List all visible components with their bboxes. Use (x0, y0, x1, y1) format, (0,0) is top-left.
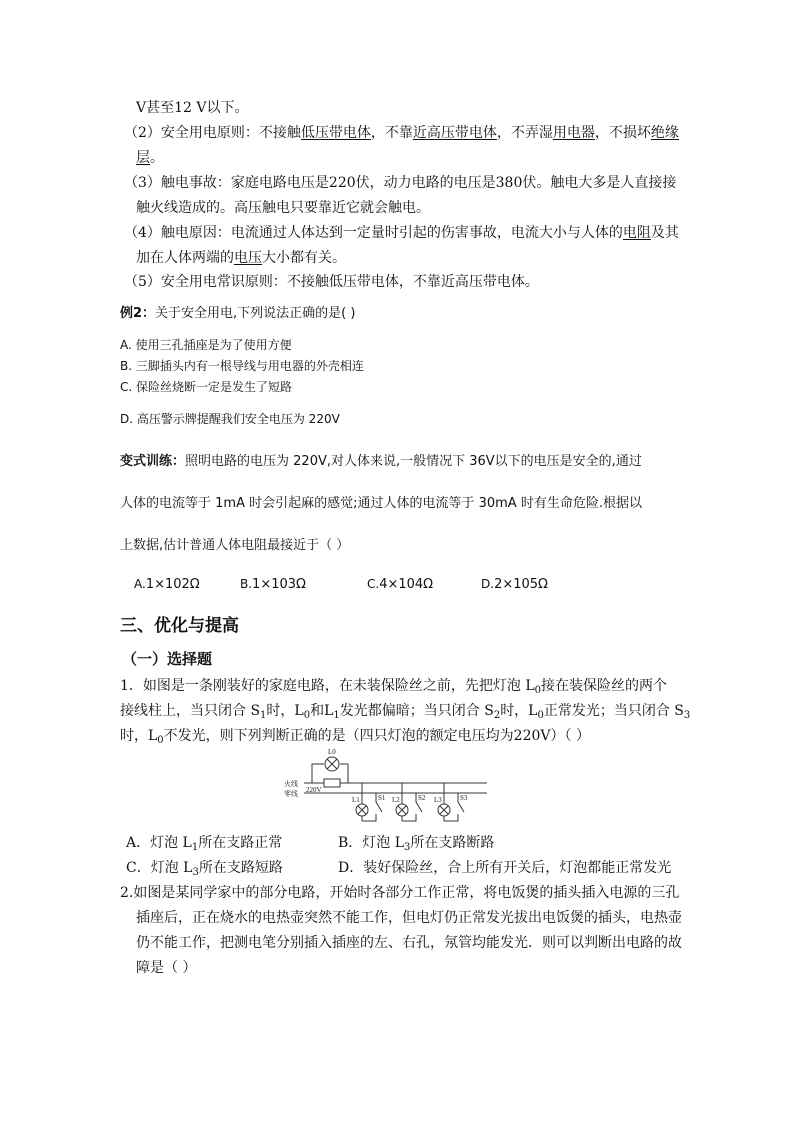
l0-label: L0 (328, 748, 336, 756)
underlined-term: 用电器 (552, 125, 595, 141)
q1-line (120, 726, 590, 746)
variant-option-c (367, 574, 433, 595)
option-value: 2×105Ω (494, 577, 548, 592)
option-b: B. 三脚插头内有一根导线与用电器的外壳相连 (120, 359, 364, 373)
s3-label: S3 (460, 794, 468, 802)
subscript: 3 (192, 867, 199, 878)
l0-wire (312, 764, 324, 783)
subscript: 0 (534, 685, 542, 696)
subscript: 3 (683, 710, 691, 721)
branch-l2 (396, 783, 422, 821)
text-segment: 所在支路断路 (410, 835, 495, 851)
switch-s1-icon (376, 802, 382, 812)
variant-label: 变式训练： (120, 454, 186, 469)
option-d: D. 高压警示牌提醒我们安全电压为 220V (120, 412, 340, 426)
underlined-term: 层 (136, 150, 150, 166)
text-segment: 及其 (650, 225, 679, 241)
text-segment: ，不损坏 (594, 125, 651, 141)
text-segment: 所在支路正常 (198, 835, 283, 851)
text-segment: 时，L (266, 703, 304, 719)
underlined-term: 低压带电体 (300, 125, 371, 141)
option-c: C. 保险丝烧断一定是发生了短路 (120, 380, 293, 394)
text-segment: 和L (310, 703, 334, 719)
subscript: 1 (191, 842, 199, 853)
variant-option-b (240, 574, 306, 595)
text-segment: 大小都有关。 (262, 250, 346, 266)
l1-label: L1 (352, 796, 360, 804)
text-segment: ，不靠 (370, 125, 413, 141)
text-line (136, 148, 164, 168)
text-segment: 加在人体两端的 (136, 250, 234, 266)
variant-line (120, 452, 642, 472)
option-value: 1×102Ω (145, 577, 200, 592)
switch-s2-icon (416, 802, 422, 812)
text-segment: 所在支路短路 (198, 860, 283, 876)
fuse-icon (324, 779, 340, 787)
text-segment: B．灯泡 L (338, 835, 405, 851)
voltage-label: 220V (306, 786, 322, 794)
text-segment: A．灯泡 L (126, 835, 192, 851)
option-letter: C. (367, 577, 380, 591)
option-letter: B. (240, 577, 253, 591)
text-segment: 照明电路的电压为 220V,对人体来说,一般情况下 36V以下的电压是安全的,通过 (185, 454, 642, 469)
subsection-title: （一）选择题 (122, 650, 213, 668)
option-a: A. 使用三孔插座是为了使用方便 (120, 338, 292, 352)
subscript: 0 (537, 710, 544, 721)
underlined-term: 电阻 (622, 225, 651, 241)
subscript: 0 (157, 735, 164, 746)
s2-label: S2 (418, 794, 426, 802)
q2-line: 障是（ ） (136, 960, 197, 976)
option-letter: A. (134, 577, 146, 591)
s1-label: S1 (378, 794, 386, 802)
text-segment: 正常发光；当只闭合 S (543, 703, 684, 719)
q2-line: 仍不能工作，把测电笔分别插入插座的左、右孔，氖管均能发光．则可以判断出电路的故 (136, 935, 682, 951)
text-segment: 不发光，则下列判断正确的是（四只灯泡的额定电压均为220V）（ ） (163, 728, 590, 744)
l2-label: L2 (392, 796, 400, 804)
variant-option-d (481, 574, 548, 595)
section-title: 三、优化与提高 (120, 616, 239, 636)
text-segment: （4）触电原因：电流通过人体达到一定量时引起的伤害事故，电流大小与人体的 (124, 225, 623, 241)
subscript: 2 (493, 710, 501, 721)
subscript: 3 (404, 842, 411, 853)
subscript: 1 (333, 710, 340, 721)
l0-wire (340, 764, 348, 783)
text-segment: 发光都偏暗；当只闭合 S (339, 703, 494, 719)
text-segment: C．灯泡 L (126, 860, 193, 876)
option-value: 1×103Ω (252, 577, 306, 592)
branch-l3 (438, 783, 464, 821)
zero-label: 零线 (284, 790, 298, 798)
branch-l1 (356, 783, 382, 821)
q1-option-d: D．装好保险丝，合上所有开关后，灯泡都能正常发光 (338, 860, 672, 876)
q2-line: 2.如图是某同学家中的部分电路，开始时各部分工作正常，将电饭煲的插头插入电源的三孔 (120, 885, 680, 901)
l3-label: L3 (434, 796, 442, 804)
q2-line: 插座后，正在烧水的电热壶突然不能工作，但电灯仍正常发光拔出电饭煲的插头，电热壶 (136, 910, 682, 926)
underlined-term: 绝缘 (650, 125, 679, 141)
q1-option-b (338, 833, 494, 853)
q1-line (120, 676, 667, 696)
text-segment: ，不弄湿 (496, 125, 553, 141)
text-segment: 接线柱上，当只闭合 S (120, 703, 261, 719)
circuit-diagram (282, 746, 492, 824)
fire-label: 火线 (284, 780, 298, 788)
text-segment: 1．如图是一条刚装好的家庭电路，在未装保险丝之前，先把灯泡 L (120, 678, 535, 694)
q1-option-a (126, 833, 282, 853)
q1-line (120, 701, 690, 721)
variant-option-a (134, 574, 200, 595)
example-question (120, 304, 355, 324)
text-line (124, 223, 679, 243)
subscript: 0 (303, 710, 311, 721)
option-letter: D. (481, 577, 495, 591)
switch-s3-icon (458, 802, 464, 812)
underlined-term: 近高压带电体 (412, 125, 497, 141)
text-segment: （2）安全用电原则：不接触 (124, 125, 301, 141)
text-line: 触火线造成的。高压触电只要靠近它就会触电。 (136, 200, 430, 216)
text-line: （3）触电事故：家庭电路电压是220伏，动力电路的电压是380伏。触电大多是人直接接 (124, 175, 677, 191)
text-line: V甚至12 V以下。 (136, 100, 249, 116)
underlined-term: 电压 (234, 250, 262, 266)
text-line (124, 123, 679, 143)
variant-line: 上数据,估计普通人体电阻最接近于（ ） (120, 538, 350, 553)
text-line: （5）安全用电常识原则：不接触低压带电体，不靠近高压带电体。 (124, 274, 539, 290)
variant-line: 人体的电流等于 1mA 时会引起麻的感觉;通过人体的电流等于 30mA 时有生命危险.根据以 (120, 496, 642, 511)
question-text: 关于安全用电,下列说法正确的是( ) (155, 306, 356, 321)
q1-option-c (126, 858, 283, 878)
text-line (136, 248, 346, 268)
text-segment: 时，L (500, 703, 538, 719)
text-segment: 时，L (120, 728, 158, 744)
text-segment: 。 (150, 150, 164, 166)
subscript: 1 (260, 710, 267, 721)
text-segment: 接在装保险丝的两个 (541, 678, 668, 694)
example-label: 例2： (120, 306, 156, 321)
option-value: 4×104Ω (379, 577, 434, 592)
